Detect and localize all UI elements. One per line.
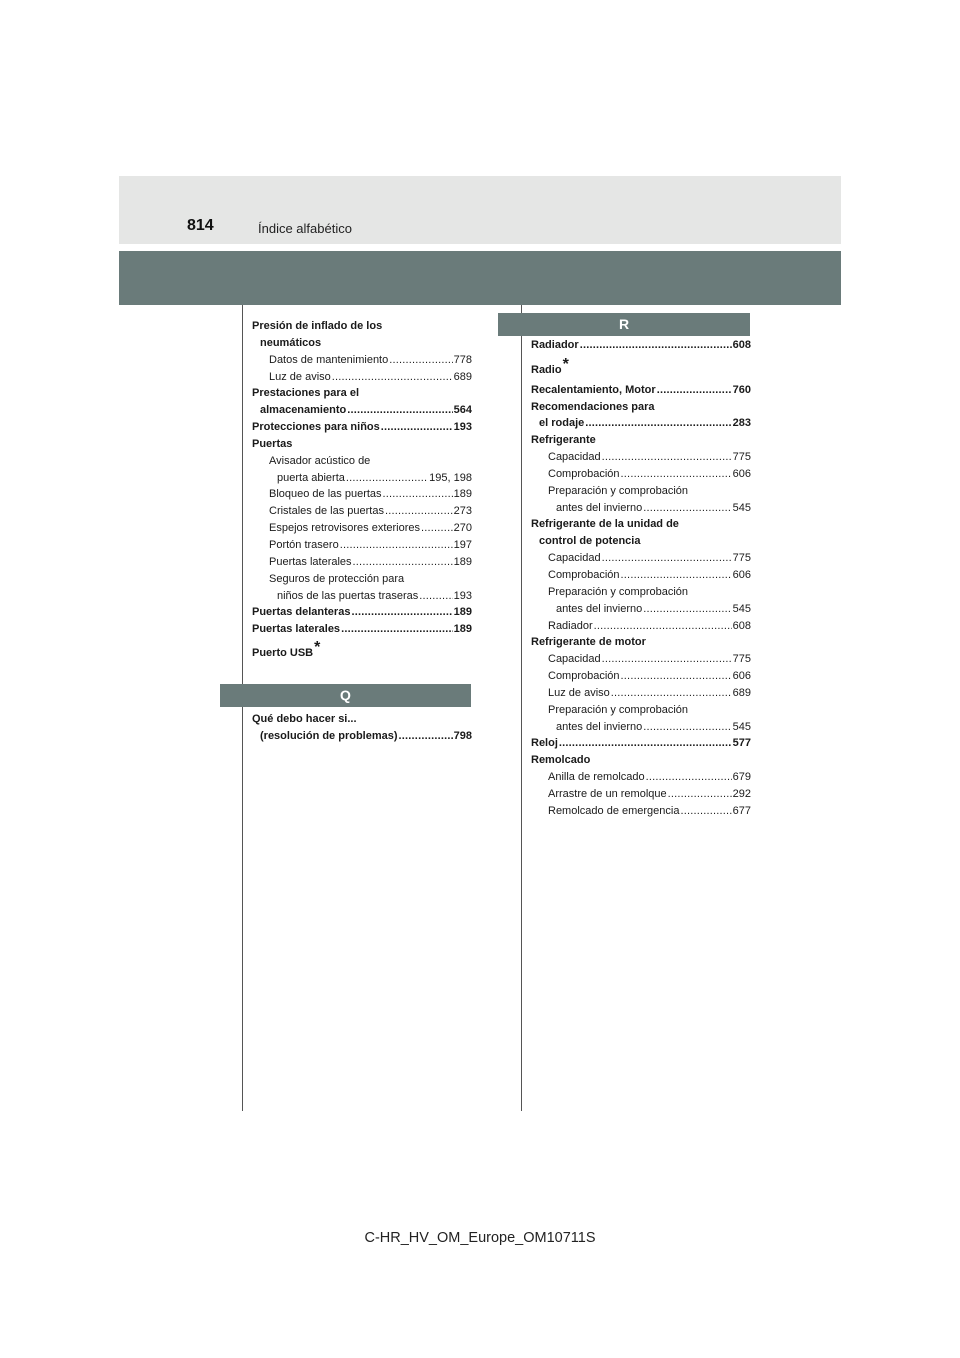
index-page-ref: 689 [732,686,751,699]
index-entry-puerto-usb [252,640,472,662]
index-entry-text: Comprobación [548,467,620,480]
index-entry [531,634,751,651]
leader-dots [389,352,452,369]
leader-dots [643,500,731,517]
index-entry-text: niños de las puertas traseras [277,589,419,602]
index-entry [252,588,472,605]
footnote-mark: * [314,639,321,657]
index-page-ref: 775 [732,653,751,666]
index-entry-text: control de potencia [539,535,641,548]
index-entry [531,432,751,449]
index-entry-text: Portón trasero [269,538,339,551]
index-entry [252,470,472,487]
leader-dots [594,618,732,635]
index-entry [531,533,751,550]
index-entry [531,382,751,399]
index-page-ref: 270 [453,522,472,535]
leader-dots [621,668,732,685]
index-list-r [531,382,751,820]
index-page-ref: 195, 198 [429,471,472,484]
index-entry-text: Remolcado de emergencia [548,804,680,817]
index-entry [531,685,751,702]
page-number: 814 [187,217,214,234]
index-entry-text: Capacidad [548,451,601,464]
index-entry-text: Refrigerante de motor [531,636,646,649]
index-entry [531,702,751,719]
index-page-ref: 193 [453,589,472,602]
index-entry-text: Protecciones para niños [252,421,380,434]
index-entry [252,402,472,419]
leader-dots [381,419,453,436]
index-page-ref: 689 [453,370,472,383]
index-entry [531,415,751,432]
index-entry-text: antes del invierno [556,720,643,733]
index-entry [531,399,751,416]
index-entry-text: Arrastre de un remolque [548,787,667,800]
leader-dots [559,735,732,752]
index-list-q [252,711,472,745]
index-entry-text: Puerto USB [252,647,314,660]
leader-dots [346,470,428,487]
leader-dots [657,382,732,399]
index-page-ref: 273 [453,505,472,518]
index-entry [531,651,751,668]
index-entry-text: Bloqueo de las puertas [269,488,382,501]
leader-dots [643,601,731,618]
index-page-ref: 760 [732,383,751,396]
index-entry-text: Radiador [548,619,593,632]
index-entry [531,516,751,533]
index-entry-radio [531,357,751,379]
index-entry-text: Puertas [252,437,293,450]
index-entry-text: Comprobación [548,568,620,581]
leader-dots [353,554,453,571]
index-entry [252,385,472,402]
index-entry-text: Recomendaciones para [531,400,655,413]
index-entry-text: Luz de aviso [269,370,331,383]
section-letter-r: R [618,316,630,332]
index-page-ref: 606 [732,467,751,480]
index-page-ref: 606 [732,670,751,683]
index-entry-text: Anilla de remolcado [548,771,645,784]
leader-dots [602,651,732,668]
index-page-ref: 545 [732,501,751,514]
index-entry [252,335,472,352]
index-page-ref: 545 [732,602,751,615]
index-entry-text: Preparación y comprobación [548,484,689,497]
section-letter-q: Q [340,687,351,703]
leader-dots [646,769,732,786]
index-entry [531,601,751,618]
leader-dots [347,402,452,419]
index-entry-text: Radiador [531,339,579,351]
footnote-mark: * [562,355,569,373]
index-entry [252,571,472,588]
index-entry [252,453,472,470]
leader-dots [341,621,453,638]
index-entry-text: antes del invierno [556,501,643,514]
index-entry [531,803,751,820]
index-page-ref: 564 [453,404,472,417]
index-entry [252,604,472,621]
index-page-ref: 775 [732,451,751,464]
index-column-right [531,337,751,820]
index-entry [252,419,472,436]
index-entry [531,483,751,500]
index-page-ref: 193 [453,421,472,434]
index-entry-text: puerta abierta [277,471,345,484]
index-entry-text: Capacidad [548,653,601,666]
index-page-ref: 775 [732,552,751,565]
index-entry-text: Luz de aviso [548,686,610,699]
index-entry-text: Qué debo hacer si... [252,713,357,725]
index-entry-text: Puertas delanteras [252,606,351,619]
section-title: Índice alfabético [258,221,352,236]
leader-dots [611,685,732,702]
index-entry-text: Recalentamiento, Motor [531,383,656,396]
index-page-ref: 608 [732,339,751,351]
index-entry-text: Datos de mantenimiento [269,353,389,366]
leader-dots [621,567,732,584]
index-entry-text: Presión de inflado de los [252,320,383,332]
index-entry [252,503,472,520]
index-entry-text: Avisador acústico de [269,454,371,467]
index-entry [252,621,472,638]
index-entry-text: Comprobación [548,670,620,683]
index-entry [252,728,472,745]
index-page-ref: 577 [732,737,751,750]
leader-dots [643,719,731,736]
index-entry-text: neumáticos [260,336,322,349]
index-entry-text: el rodaje [539,417,585,430]
leader-dots [668,786,732,803]
index-entry [252,352,472,369]
index-page-ref: 798 [453,729,472,742]
index-entry-radiador [531,337,751,354]
index-page-ref: 677 [732,804,751,817]
leader-dots [419,588,452,605]
column-divider-right [521,305,522,1111]
section-header-q [220,684,471,707]
index-entry [531,449,751,466]
index-page-ref: 679 [732,771,751,784]
index-entry-text: Prestaciones para el [252,387,360,400]
index-entry [531,752,751,769]
index-entry [252,318,472,335]
index-entry [531,719,751,736]
index-entry [531,769,751,786]
index-entry-text: Seguros de protección para [269,572,405,585]
index-entry [252,554,472,571]
leader-dots [385,503,453,520]
index-entry [252,436,472,453]
index-entry-text: antes del invierno [556,602,643,615]
index-list-p [252,318,472,638]
index-entry-text: Refrigerante de la unidad de [531,518,679,531]
index-entry-text: Reloj [531,737,558,750]
index-entry [531,584,751,601]
index-entry-text: Puertas laterales [269,555,352,568]
index-entry [531,618,751,635]
header-bar [119,251,841,305]
index-entry-text: Refrigerante [531,434,596,447]
index-entry-text: Puertas laterales [252,623,341,636]
index-entry [252,711,472,728]
leader-dots [621,466,732,483]
leader-dots [585,415,731,432]
index-page-ref: 283 [732,417,751,430]
index-entry-text: Remolcado [531,754,591,767]
leader-dots [351,604,452,621]
index-page-ref: 189 [453,606,472,619]
leader-dots [602,449,732,466]
index-column-left-q [252,711,472,745]
leader-dots [332,369,453,386]
index-page-ref: 189 [453,555,472,568]
index-entry [531,466,751,483]
index-entry-text: Cristales de las puertas [269,505,384,518]
index-page-ref: 778 [453,353,472,366]
index-entry [531,735,751,752]
section-header-r [498,313,750,336]
index-page-ref: 608 [732,619,751,632]
index-page-ref: 189 [453,623,472,636]
index-entry-text: Preparación y comprobación [548,585,689,598]
index-entry [531,668,751,685]
index-entry-text: Espejos retrovisores exteriores [269,522,421,535]
index-entry-text: Preparación y comprobación [548,703,689,716]
index-entry-text: Capacidad [548,552,601,565]
leader-dots [340,537,453,554]
document-code: C-HR_HV_OM_Europe_OM10711S [364,1230,596,1246]
index-entry [252,369,472,386]
index-entry [252,537,472,554]
leader-dots [399,728,453,745]
index-page-ref: 189 [453,488,472,501]
index-entry [531,500,751,517]
index-page-ref: 197 [453,538,472,551]
leader-dots [680,803,731,820]
index-entry-text: almacenamiento [260,404,347,417]
leader-dots [383,486,453,503]
header-band [119,176,841,244]
index-page-ref: 292 [732,787,751,800]
index-entry [531,786,751,803]
index-entry-text: Radio [531,363,562,376]
leader-dots [421,520,453,537]
leader-dots [602,550,732,567]
index-entry [531,550,751,567]
index-page-ref: 606 [732,568,751,581]
index-entry-text: (resolución de problemas) [260,729,398,742]
index-page-ref: 545 [732,720,751,733]
index-entry [252,520,472,537]
index-entry [531,567,751,584]
index-entry [252,486,472,503]
index-column-left [252,318,472,662]
column-divider-left [242,305,243,1111]
leader-dots [580,337,732,354]
